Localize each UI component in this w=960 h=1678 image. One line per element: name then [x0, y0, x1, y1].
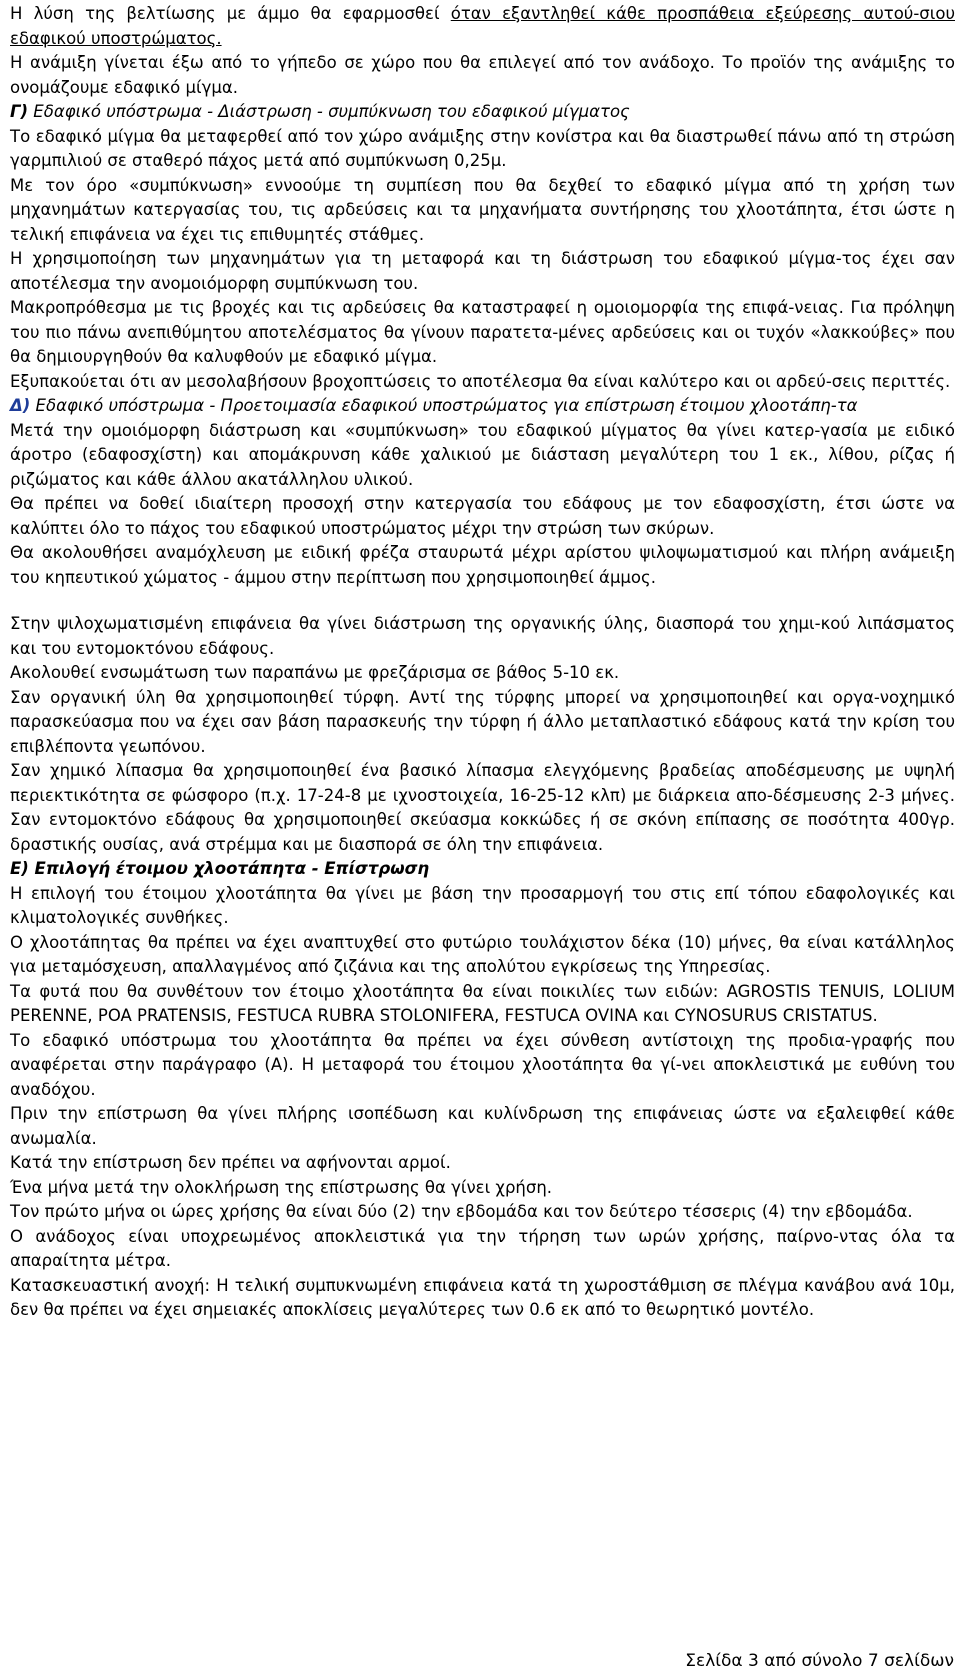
underlined-text: όταν εξαντληθεί κάθε προσπάθεια εξεύρεσης αυτού-σιου εδαφικού υποστρώματος. [10, 4, 955, 48]
paragraph: Η ανάμιξη γίνεται έξω από το γήπεδο σε χώρο που θα επιλεγεί από τον ανάδοχο. Το προϊόν της ανάμιξης το ονομάζουμε εδαφικό μίγμα. [10, 53, 955, 97]
section-title: Εδαφικό υπόστρωμα - Προετοιμασία εδαφικού υποστρώματος για επίστρωση έτοιμου χλοοτάπη-τα [30, 396, 858, 415]
paragraph: Τον πρώτο μήνα οι ώρες χρήσης θα είναι δύο (2) την εβδομάδα και τον δεύτερο τέσσερις (4) την εβδομάδα. [10, 1202, 913, 1221]
spacer [10, 590, 955, 612]
document-body [10, 2, 955, 1323]
paragraph: Μετά την ομοιόμορφη διάστρωση και «συμπύκνωση» του εδαφικού μίγματος θα γίνει κατερ-γασία με ειδικό άροτρο (εδαφοσχίστη) και απομάκρυνση κάθε χαλικιού με διάσταση μεγαλύτερη του 1 εκ., λίθου, ρίζας ή ριζώματος και κάθε άλλου ακατάλληλου υλικού. [10, 420, 955, 489]
paragraph: Μακροπρόθεσμα με τις βροχές και τις αρδεύσεις θα καταστραφεί η ομοιομορφία της επιφά-νειας. Για πρόληψη του πιο πάνω ανεπιθύμητου αποτελέσματος θα γίνουν παρατετα-μένες αρδεύσεις και οι τυχόν «λακκούβες» που θα δημιουργηθούν θα καλυφθούν με εδαφικό μίγμα. [10, 298, 955, 366]
paragraph: Θα πρέπει να δοθεί ιδιαίτερη προσοχή στην κατεργασία του εδάφους με τον εδαφοσχίστη, έτσι ώστε να καλύπτει όλο το πάχος του εδαφικού υποστρώματος μέχρι την στρώση των σκύρων. [10, 494, 955, 538]
paragraph: Κατά την επίστρωση δεν πρέπει να αφήνονται αρμοί. [10, 1153, 451, 1172]
paragraph: Κατασκευαστική ανοχή: Η τελική συμπυκνωμένη επιφάνεια κατά τη χωροστάθμιση σε πλέγμα κανάβου ανά 10μ, δεν θα πρέπει να έχει σημειακές αποκλίσεις μεγαλύτερες των 0.6 εκ από το θεωρητικό μοντέλο. [10, 1275, 955, 1319]
paragraph: Θα ακολουθήσει αναμόχλευση με ειδική φρέζα σταυρωτά μέχρι αρίστου ψιλοψωματισμού και πλήρη ανάμειξη του κηπευτικού χώματος - άμμου στην περίπτωση που χρησιμοποιηθεί άμμος. [10, 543, 955, 587]
paragraph: Εξυπακούεται ότι αν μεσολαβήσουν βροχοπτώσεις το αποτέλεσμα θα είναι καλύτερο και οι αρδεύ-σεις περιττές. [10, 371, 951, 391]
paragraph: Με τον όρο «συμπύκνωση» εννοούμε τη συμπίεση που θα δεχθεί το εδαφικό μίγμα από τη χρήση των μηχανημάτων κατεργασίας του, τις αρδεύσεις και τα μηχανήματα συντήρησης του χλοοτάπητα, έτσι ώστε η τελική επιφάνεια να έχει τις επιθυμητές στάθμες. [10, 175, 955, 244]
paragraph [10, 2, 955, 51]
paragraph: Ο ανάδοχος είναι υποχρεωμένος αποκλειστικά για την τήρηση των ωρών χρήσης, παίρνο-ντας όλα τα απαραίτητα μέτρα. [10, 1226, 955, 1270]
paragraph: Το εδαφικό υπόστρωμα του χλοοτάπητα θα πρέπει να έχει σύνθεση αντίστοιχη της προδια-γραφής που αναφέρεται στην παράγραφο (Α). Η μεταφορά του έτοιμου χλοοτάπητα θα γί-νει αποκλειστικά με ευθύνη του αναδόχου. [10, 1030, 955, 1099]
paragraph: Η επιλογή του έτοιμου χλοοτάπητα θα γίνει με βάση την προσαρμογή του στις επί τόπου εδαφολογικές και κλιματολογικές συνθήκες. [10, 883, 955, 927]
page-number-footer: Σελίδα 3 από σύνολο 7 σελίδων [685, 1651, 954, 1671]
paragraph: Στην ψιλοχωματισμένη επιφάνεια θα γίνει διάστρωση της οργανικής ύλης, διασπορά του χημι-κού λιπάσματος και του εντομοκτόνου εδάφους. [10, 614, 955, 658]
paragraph: Ένα μήνα μετά την ολοκλήρωση της επίστρωσης θα γίνει χρήση. [10, 1177, 553, 1197]
section-letter: Γ) [10, 102, 29, 121]
paragraph-text: Η λύση της βελτίωσης με άμμο θα εφαρμοσθεί [10, 4, 451, 23]
section-title: Εδαφικό υπόστρωμα - Διάστρωση - συμπύκνωση του εδαφικού μίγματος [28, 102, 630, 121]
paragraph: Η χρησιμοποίηση των μηχανημάτων για τη μεταφορά και τη διάστρωση του εδαφικού μίγμα-τος έχει σαν αποτέλεσμα την ανομοιόμορφη συμπύκνωση του. [10, 249, 955, 293]
paragraph: Τα φυτά που θα συνθέτουν τον έτοιμο χλοοτάπητα θα είναι ποικιλίες των ειδών: AGROSTIS TENUIS, LOLIUM PERENNE, POA PRATENSIS, FESTUCA RUBRA STOLONIFERA, FESTUCA OVINA και CYNOSURUS CRISTATUS. [10, 981, 955, 1025]
paragraph: Πριν την επίστρωση θα γίνει πλήρης ισοπέδωση και κυλίνδρωση της επιφάνειας ώστε να εξαλειφθεί κάθε ανωμαλία. [10, 1104, 955, 1148]
section-heading-e: Ε) Επιλογή έτοιμου χλοοτάπητα - Επίστρωση [10, 859, 430, 878]
section-letter: Δ) [10, 396, 31, 415]
paragraph: Το εδαφικό μίγμα θα μεταφερθεί από τον χώρο ανάμιξης στην κονίστρα και θα διαστρωθεί πάνω από τη στρώση γαρμπιλιού σε σταθερό πάχος μετά από συμπύκνωση 0,25μ. [10, 126, 955, 170]
paragraph: Ο χλοοτάπητας θα πρέπει να έχει αναπτυχθεί στο φυτώριο τουλάχιστον δέκα (10) μήνες, θα είναι κατάλληλος για μεταμόσχευση, απαλλαγμένος από ζιζάνια και της απολύτου εγκρίσεως της Υπηρεσίας. [10, 932, 955, 976]
section-heading-g [10, 100, 955, 125]
paragraph: Σαν χημικό λίπασμα θα χρησιμοποιηθεί ένα βασικό λίπασμα ελεγχόμενης βραδείας αποδέσμευσης με υψηλή περιεκτικότητα σε φώσφορο (π.χ. 17-24-8 με ιχνοστοιχεία, 16-25-12 κλπ) με διάρκεια απο-δέσμευσης 2-3 μήνες. Σαν εντομοκτόνο εδάφους θα χρησιμοποιηθεί σκεύασμα κοκκώδες ή σε σκόνη επίπασης σε ποσότητα 400γρ. δραστικής ουσίας, ανά στρέμμα και με διασπορά σε όλη την επιφάνεια. [10, 761, 955, 854]
paragraph: Σαν οργανική ύλη θα χρησιμοποιηθεί τύρφη. Αντί της τύρφης μπορεί να χρησιμοποιηθεί και οργα-νοχημικό παρασκεύασμα που να έχει σαν βάση παρασκευής την τύρφη ή άλλο μεταπλαστικό εδάφους κατά την κρίση του επιβλέποντα γεωπόνου. [10, 687, 955, 756]
paragraph: Ακολουθεί ενσωμάτωση των παραπάνω με φρεζάρισμα σε βάθος 5-10 εκ. [10, 663, 620, 682]
section-heading-d [10, 394, 955, 419]
